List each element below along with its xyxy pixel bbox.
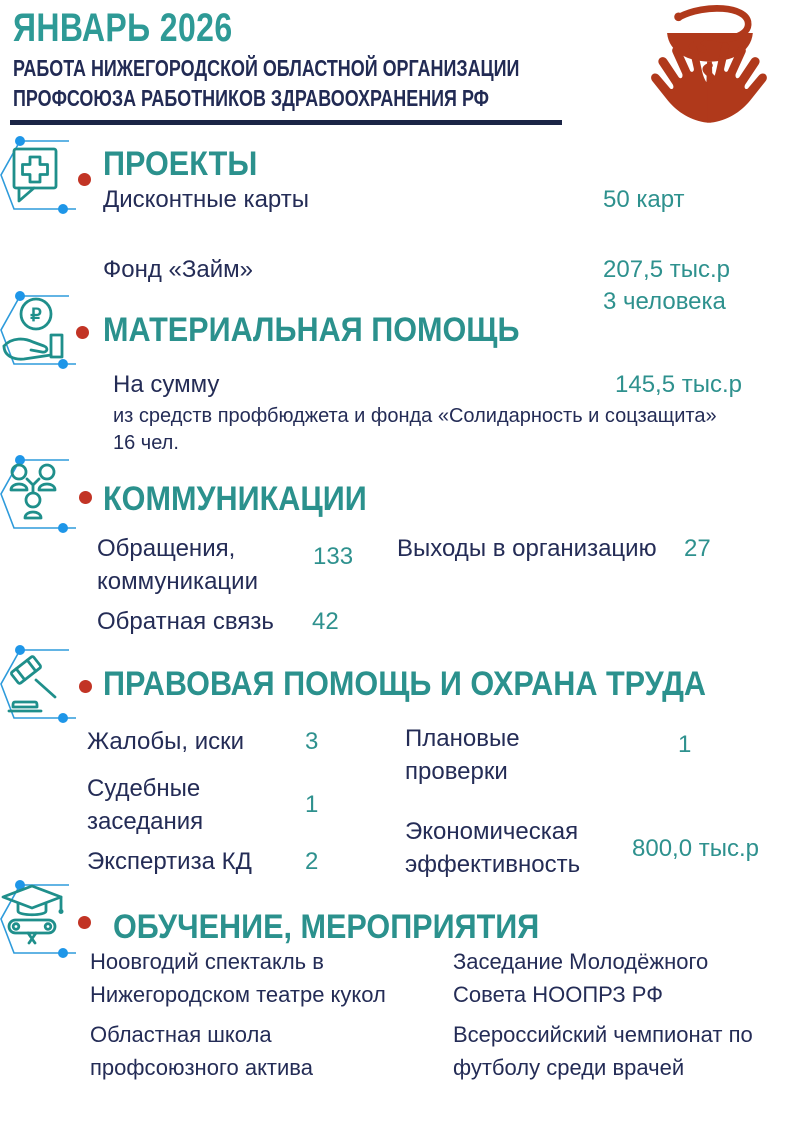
bullet-dot: [78, 173, 91, 186]
value-appeals: 133: [313, 543, 354, 570]
section-title-projects: ПРОЕКТЫ: [103, 145, 258, 183]
label-planned-inspections: Плановые проверки: [405, 725, 520, 785]
label-appeals: Обращения, коммуникации: [97, 535, 258, 595]
value-org-visits: 27: [684, 535, 711, 562]
bullet-dot: [76, 326, 89, 339]
value-discount-cards: 50 карт: [603, 186, 685, 213]
section-title-legal: ПРАВОВАЯ ПОМОЩЬ И ОХРАНА ТРУДА: [103, 665, 707, 703]
label-total-sum: На сумму: [113, 371, 220, 398]
label-kd-expertise: Экспертиза КД: [87, 848, 252, 875]
event-football-championship: Всероссийский чемпионат по футболу среди врачей: [453, 1022, 753, 1080]
subtitle-line-2: ПРОФСОЮЗА РАБОТНИКОВ ЗДРАВООХРАНЕНИЯ РФ: [13, 85, 489, 111]
bullet-dot: [79, 491, 92, 504]
bullet-dot: [78, 916, 91, 929]
value-kd-expertise: 2: [305, 848, 319, 875]
value-total-sum: 145,5 тыс.р: [615, 371, 742, 398]
section-title-material-aid: МАТЕРИАЛЬНАЯ ПОМОЩЬ: [103, 311, 520, 349]
hand-holding-ruble-icon: [0, 291, 83, 371]
event-youth-council: Заседание Молодёжного Совета НООПРЗ РФ: [453, 949, 709, 1007]
graduation-cap-diploma-icon: [0, 880, 83, 960]
bullet-dot: [79, 680, 92, 693]
label-fund-zaim: Фонд «Займ»: [103, 256, 253, 283]
section-title-education: ОБУЧЕНИЕ, МЕРОПРИЯТИЯ: [113, 908, 540, 946]
label-economic-efficiency: Экономическая эффективность: [405, 818, 581, 878]
chat-medical-cross-icon: [0, 136, 83, 216]
page-subtitle: [13, 53, 519, 113]
header-divider: [10, 120, 562, 125]
value-economic-efficiency: 800,0 тыс.р: [632, 835, 759, 862]
value-fund-zaim-people: 3 человека: [603, 288, 726, 315]
value-complaints: 3: [305, 728, 319, 755]
value-fund-zaim: 207,5 тыс.р: [603, 256, 730, 283]
material-aid-note: из средств профбюджета и фонда «Солидарность и соцзащита»: [113, 405, 717, 427]
value-court-sessions: 1: [305, 791, 319, 818]
gavel-icon: [0, 645, 83, 725]
subtitle-line-1: РАБОТА НИЖЕГОРОДСКОЙ ОБЛАСТНОЙ ОРГАНИЗАЦИИ: [13, 55, 520, 81]
bowl-of-hygieia-in-hands-icon: [628, 4, 790, 124]
event-new-year-show: Ноовгодий спектакль в Нижегородском театре кукол: [90, 949, 386, 1007]
label-complaints: Жалобы, иски: [87, 728, 245, 755]
event-regional-school: Областная школа профсоюзного актива: [90, 1022, 313, 1080]
value-planned-inspections: 1: [678, 731, 692, 758]
label-org-visits: Выходы в организацию: [397, 535, 657, 562]
page-title: ЯНВАРЬ 2026: [13, 6, 233, 50]
value-feedback: 42: [312, 608, 339, 635]
label-feedback: Обратная связь: [97, 608, 274, 635]
people-network-icon: [0, 455, 83, 535]
label-court-sessions: Судебные заседания: [87, 775, 204, 835]
material-aid-note-people: 16 чел.: [113, 432, 179, 454]
section-title-communications: КОММУНИКАЦИИ: [103, 480, 367, 518]
ruble-symbol: ₽: [30, 305, 42, 325]
label-discount-cards: Дисконтные карты: [103, 186, 309, 213]
